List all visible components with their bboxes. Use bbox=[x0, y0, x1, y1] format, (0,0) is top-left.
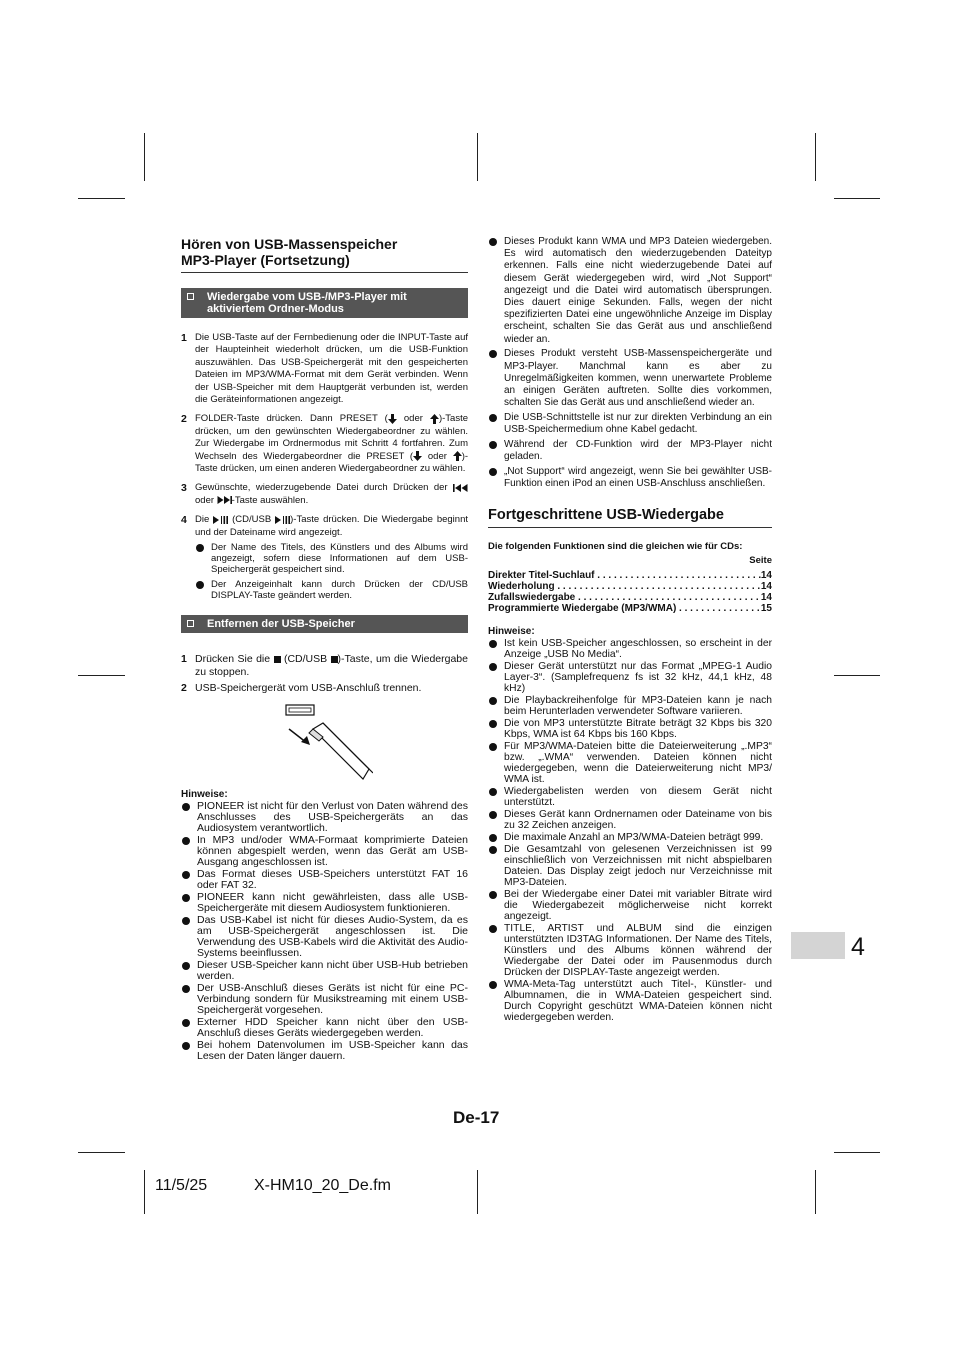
play-pause-icon bbox=[213, 516, 228, 524]
square-icon bbox=[187, 293, 194, 300]
bullet-icon bbox=[489, 811, 497, 819]
list-item-text: PIONEER ist nicht für den Verlust von Daten während des Anschlusses des USB-Speichergeräts an das Audiosystem verantwortlich. bbox=[197, 799, 468, 834]
section-header-text: Entfernen der USB-Speicher bbox=[207, 618, 355, 631]
chapter-number: 4 bbox=[851, 933, 865, 961]
bullet-icon bbox=[182, 837, 190, 845]
list-item-text: Die Playbackreihenfolge für MP3-Dateien kann je nach beim Herunterladen verwendeter Software variieren. bbox=[504, 695, 772, 718]
step-text: FOLDER-Taste drücken. Dann PRESET ( bbox=[195, 413, 388, 425]
list-item bbox=[195, 579, 468, 601]
step-text: )-Taste drücken. Die Wiedergabe beginnt und der Dateiname wird angezeigt. bbox=[195, 514, 468, 538]
play-pause-icon bbox=[275, 516, 290, 524]
list-item bbox=[488, 786, 772, 808]
skip-back-icon bbox=[453, 484, 468, 492]
step-text: USB-Speichergerät vom USB-Anschluß trennen. bbox=[195, 682, 422, 695]
bullet-icon bbox=[489, 846, 497, 854]
list-item-text: Die von MP3 unterstützte Bitrate beträgt 32 Kbps bis 320 Kbps, WMA ist 64 Kbps bis 160 Kbps. bbox=[504, 718, 772, 741]
bullet-icon bbox=[489, 981, 497, 989]
list-item-text: TITLE, ARTIST und ALBUM sind die einzigen unterstützten ID3TAG Informationen. Der Name des Titels, Künstlers und des Albums können während der Wiedergabe der Datei oder im Pausenmodus durch Drücken der DISPLAY-Taste angezeigt werden. bbox=[504, 923, 772, 979]
crop-mark bbox=[477, 1170, 478, 1214]
crop-mark bbox=[78, 198, 125, 199]
left-notes-list bbox=[181, 801, 468, 1062]
page-title bbox=[181, 236, 468, 273]
toc-label: Programmierte Wiedergabe (MP3/WMA) . . . bbox=[488, 603, 761, 614]
toc-page: 15 bbox=[760, 603, 772, 615]
list-item-text: Dieser Gerät unterstützt nur das Format „MPEG-1 Audio Layer-3“. (Samplefrequenz fs ist 32 kHz, 44,1 kHz, 48 kHz) bbox=[504, 661, 772, 695]
list-item-text: Dieser USB-Speicher kann nicht über USB-Hub betrieben werden. bbox=[197, 958, 468, 982]
list-item-text: Der Anzeigeinhalt kann durch Drücken der CD/USB DISPLAY-Taste geändert werden. bbox=[211, 579, 468, 602]
arrow-down-icon bbox=[413, 451, 422, 461]
arrow-down-icon bbox=[388, 414, 397, 424]
list-item-text: Dieses Produkt versteht USB-Massenspeichergeräte und MP3-Player. Manchmal kann es aber zu Unregelmäßigkeiten kommen, wenn unerwartete Probleme an einigen Geräten auftreten. Sollte dies vorkommen, schalten Sie das Gerät aus und anschließend wieder an. bbox=[504, 348, 772, 409]
crop-mark bbox=[144, 1170, 145, 1214]
list-item bbox=[488, 809, 772, 831]
list-item bbox=[488, 348, 772, 409]
list-item-text: „Not Support“ wird angezeigt, wenn Sie bei gewählter USB-Funktion einen iPod an einen USB-Anschluss anschließen. bbox=[504, 465, 772, 489]
step-number: 4 bbox=[181, 514, 187, 527]
list-item bbox=[488, 439, 772, 463]
step-text: oder bbox=[422, 450, 453, 462]
crop-mark bbox=[144, 133, 145, 181]
bullet-icon bbox=[489, 788, 497, 796]
list-item-text: Dieses Produkt kann WMA und MP3 Dateien wiedergeben. Es wird automatisch den wiederzugebenden Dateityp erkennen. Falls eine nicht wiederzugebende Datei auf diesem Gerät wiedergegeben wird, wird „Not Support“ angezeigt und die Datei wird automatisch übersprungen. Dies dauert einige Sekunden. Falls, wegen der nicht spezifizierten Datei eine ungewöhnliche Anzeige im Display erscheint, schalten Sie das Gerät aus und anschließend wieder an. bbox=[504, 236, 772, 345]
section-header-folder-mode bbox=[181, 288, 468, 318]
list-item-text: Die maximale Anzahl an MP3/WMA-Dateien beträgt 999. bbox=[504, 832, 764, 844]
bullet-icon bbox=[489, 834, 497, 842]
section-header-line1: Wiedergabe vom USB-/MP3-Player mit bbox=[207, 291, 407, 303]
step-text: Die USB-Taste auf der Fernbedienung oder die INPUT-Taste auf der Haupteinheit wiederholt drücken, um die USB-Funktion auszuwählen. Das USB-Speichergerät mit den gespeicherten Dateien im MP3/WMA-Format mit dem Gerät verbinden. Wenn der USB-Speicher mit dem Hauptgerät verbunden ist, werden die Geräteinformationen angezeigt. bbox=[195, 332, 468, 406]
bullet-icon bbox=[489, 441, 497, 449]
toc-row bbox=[488, 592, 772, 603]
list-item-text: Dieses Gerät kann Ordnernamen oder Dateiname von bis zu 32 Zeichen anzeigen. bbox=[504, 809, 772, 832]
list-item bbox=[488, 718, 772, 740]
right-bullets-list bbox=[488, 236, 772, 490]
list-item bbox=[488, 695, 772, 717]
crop-mark bbox=[78, 1152, 125, 1153]
list-item bbox=[488, 466, 772, 490]
list-item bbox=[181, 983, 468, 1016]
step-number: 3 bbox=[181, 482, 187, 495]
step-text: oder bbox=[396, 413, 430, 425]
list-item bbox=[181, 1017, 468, 1039]
bullet-icon bbox=[489, 925, 497, 933]
crop-mark bbox=[477, 133, 478, 181]
bullet-icon bbox=[489, 697, 497, 705]
section-header-remove bbox=[181, 615, 468, 633]
notes-heading: Hinweise: bbox=[488, 626, 535, 638]
bullet-icon bbox=[182, 803, 190, 811]
arrow-up-icon bbox=[453, 451, 462, 461]
bullet-icon bbox=[489, 891, 497, 899]
step-text: Gewünschte, wiederzugebende Datei durch Drücken der bbox=[195, 482, 453, 494]
square-icon bbox=[187, 620, 194, 627]
list-item bbox=[488, 638, 772, 660]
list-item-text: Der USB-Anschluß dieses Geräts ist nicht für eine PC-Verbindung sondern für Musikstreaming mit einem USB-Speichergerät vorgesehen. bbox=[197, 981, 468, 1016]
list-item-text: Die USB-Schnittstelle ist nur zur direkten Verbindung an ein USB-Speichermedium ohne Kabel gedacht. bbox=[504, 411, 772, 436]
list-item bbox=[488, 979, 772, 1023]
footer-filename: X-HM10_20_De.fm bbox=[254, 1177, 391, 1194]
step-text: oder bbox=[195, 494, 217, 506]
toc-row bbox=[488, 603, 772, 614]
list-item-text: Die Gesamtzahl von gelesenen Verzeichnissen ist 99 einschließlich von Verzeichnissen mit nicht abspielbaren Dateien. Das Display zeigt jedoch nur Verzeichnisse mit MP3-Dateien. bbox=[504, 844, 772, 889]
step-3 bbox=[181, 482, 468, 507]
toc-page: 14 bbox=[760, 581, 772, 593]
step-number: 2 bbox=[181, 413, 187, 426]
stop-icon bbox=[274, 656, 281, 663]
toc-list bbox=[488, 570, 772, 614]
list-item bbox=[488, 923, 772, 978]
bullet-icon bbox=[182, 962, 190, 970]
list-item bbox=[181, 892, 468, 914]
chapter-tab bbox=[791, 932, 845, 959]
bullet-icon bbox=[489, 743, 497, 751]
list-item bbox=[488, 844, 772, 888]
step-4 bbox=[181, 514, 468, 601]
list-item-text: Der Name des Titels, des Künstlers und des Albums wird angezeigt, sofern diese Informationen auf dem USB-Speichergerät gespeichert sind. bbox=[211, 542, 468, 576]
list-item bbox=[181, 835, 468, 868]
list-item-text: WMA-Meta-Tag unterstützt auch Titel-, Künstler- und Albumnamen, die in WMA-Dateien gespeichert sind. Durch Copyright geschützt WMA-Dateien können nicht wiedergegeben werden. bbox=[504, 979, 772, 1024]
arrow-up-icon bbox=[430, 414, 439, 424]
remove-step-2 bbox=[181, 682, 468, 695]
toc-row bbox=[488, 570, 772, 581]
list-item bbox=[488, 889, 772, 922]
step-text: (CD/USB bbox=[228, 514, 276, 526]
list-item bbox=[181, 801, 468, 834]
list-item-text: Während der CD-Funktion wird der MP3-Player nicht geladen. bbox=[504, 438, 772, 462]
bullet-icon bbox=[489, 350, 497, 358]
step-number: 1 bbox=[181, 653, 187, 666]
bullet-icon bbox=[182, 894, 190, 902]
list-item bbox=[488, 412, 772, 436]
list-item bbox=[181, 869, 468, 891]
crop-mark bbox=[834, 1152, 880, 1153]
list-item-text: In MP3 und/oder WMA-Formaat komprimierte Dateien können abgespielt werden, wenn das Gerät am USB-Ausgang angeschlossen ist. bbox=[197, 833, 468, 868]
crop-mark bbox=[815, 1170, 816, 1214]
list-item bbox=[181, 1040, 468, 1062]
bullet-icon bbox=[182, 985, 190, 993]
crop-mark bbox=[834, 198, 880, 199]
section-header-line2: aktiviertem Ordner-Modus bbox=[207, 303, 344, 315]
bullet-icon bbox=[489, 640, 497, 648]
toc-label: Direkter Titel-Suchlauf . . . bbox=[488, 570, 761, 581]
page-title-line1: Hören von USB-Massenspeicher bbox=[181, 236, 398, 252]
toc-page: 14 bbox=[760, 592, 772, 604]
step-1 bbox=[181, 332, 468, 406]
list-item bbox=[488, 236, 772, 346]
step-2 bbox=[181, 413, 468, 475]
crop-mark bbox=[834, 675, 880, 676]
list-item bbox=[488, 741, 772, 785]
bullet-icon bbox=[489, 663, 497, 671]
toc-label: Zufallswiedergabe . . . bbox=[488, 592, 761, 603]
list-item bbox=[488, 661, 772, 694]
list-item-text: Wiedergabelisten werden von diesem Gerät nicht unterstützt. bbox=[504, 786, 772, 809]
bullet-icon bbox=[182, 1019, 190, 1027]
page-number: De-17 bbox=[453, 1108, 500, 1127]
step-number: 1 bbox=[181, 332, 187, 344]
right-notes-list bbox=[488, 638, 772, 1023]
footer-date: 11/5/25 bbox=[155, 1177, 208, 1194]
notes-heading: Hinweise: bbox=[181, 788, 228, 800]
remove-step-1 bbox=[181, 653, 468, 678]
crop-mark bbox=[815, 133, 816, 181]
list-item-text: Das Format dieses USB-Speichers unterstützt FAT 16 oder FAT 32. bbox=[197, 867, 468, 891]
crop-mark bbox=[78, 675, 125, 676]
toc-page: 14 bbox=[760, 570, 772, 582]
step-text: (CD/USB bbox=[280, 653, 331, 666]
list-item-text: Für MP3/WMA-Dateien bitte die Dateierweiterung „.MP3“ bzw. „.WMA“ verwenden. Dateien können nicht wiedergegeben, wenn die Dateierweiterung nicht MP3/ WMA ist. bbox=[504, 741, 772, 786]
step-text: Die bbox=[195, 514, 214, 526]
list-item-text: Externer HDD Speicher kann nicht über den USB-Anschluß dieses Geräts wiedergegeben werden. bbox=[197, 1015, 468, 1039]
list-item-text: PIONEER kann nicht gewährleisten, dass alle USB-Speichergeräte mit diesem Audiosystem funktionieren. bbox=[197, 890, 468, 914]
step-text: )-Taste drücken, um den gewünschten Wiedergabeordner zu wählen. Zur Wiedergabe im Ordnermodus mit Schritt 4 fortfahren. Zum Wechseln des Wiedergabeordner die PRESET ( bbox=[195, 413, 468, 462]
bullet-icon bbox=[196, 544, 204, 552]
step-number: 2 bbox=[181, 682, 187, 695]
left-column bbox=[181, 236, 468, 1063]
list-item bbox=[181, 915, 468, 959]
bullet-icon bbox=[489, 238, 497, 246]
toc-page-header: Seite bbox=[749, 555, 772, 567]
list-item-text: Bei hohem Datenvolumen im USB-Speicher kann das Lesen der Daten länger dauern. bbox=[197, 1038, 468, 1062]
bullet-icon bbox=[489, 720, 497, 728]
toc-intro: Die folgenden Funktionen sind die gleichen wie für CDs: bbox=[488, 541, 743, 553]
usb-stick-illustration bbox=[283, 703, 373, 787]
bullet-icon bbox=[182, 917, 190, 925]
list-item-text: Bei der Wiedergabe einer Datei mit variabler Bitrate wird die Wiedergabezeit möglicherweise nicht korrekt angezeigt. bbox=[504, 889, 772, 923]
bullet-icon bbox=[489, 468, 497, 476]
bullet-icon bbox=[489, 414, 497, 422]
list-item bbox=[195, 542, 468, 575]
step-text: -Taste auswählen. bbox=[231, 494, 309, 506]
list-item bbox=[181, 960, 468, 982]
page-title-line2: MP3-Player (Fortsetzung) bbox=[181, 252, 350, 268]
right-column bbox=[488, 236, 772, 1024]
skip-forward-icon bbox=[217, 496, 232, 504]
bullet-icon bbox=[182, 1042, 190, 1050]
step-text: Drücken Sie die bbox=[195, 653, 274, 666]
list-item-text: Das USB-Kabel ist nicht für dieses Audio-System, da es am USB-Speichergerät angeschlossen ist. Die Verwendung des USB-Kabels wird die Aktivität des Audio-Systems beeinflussen. bbox=[197, 913, 468, 959]
toc-label: Wiederholung . . . bbox=[488, 581, 761, 592]
bullet-icon bbox=[182, 871, 190, 879]
list-item bbox=[488, 832, 772, 843]
section-title-advanced: Fortgeschrittene USB-Wiedergabe bbox=[488, 507, 772, 528]
step-text: )-Taste drücken, um einen anderen Wiedergabeordner zu wählen. bbox=[195, 450, 469, 475]
bullet-icon bbox=[196, 581, 204, 589]
toc-row bbox=[488, 581, 772, 592]
list-item-text: Ist kein USB-Speicher angeschlossen, so erscheint in der Anzeige „USB No Media“. bbox=[504, 638, 772, 661]
step-text: )-Taste, um die Wiedergabe zu stoppen. bbox=[195, 653, 468, 678]
stop-icon bbox=[331, 656, 338, 663]
